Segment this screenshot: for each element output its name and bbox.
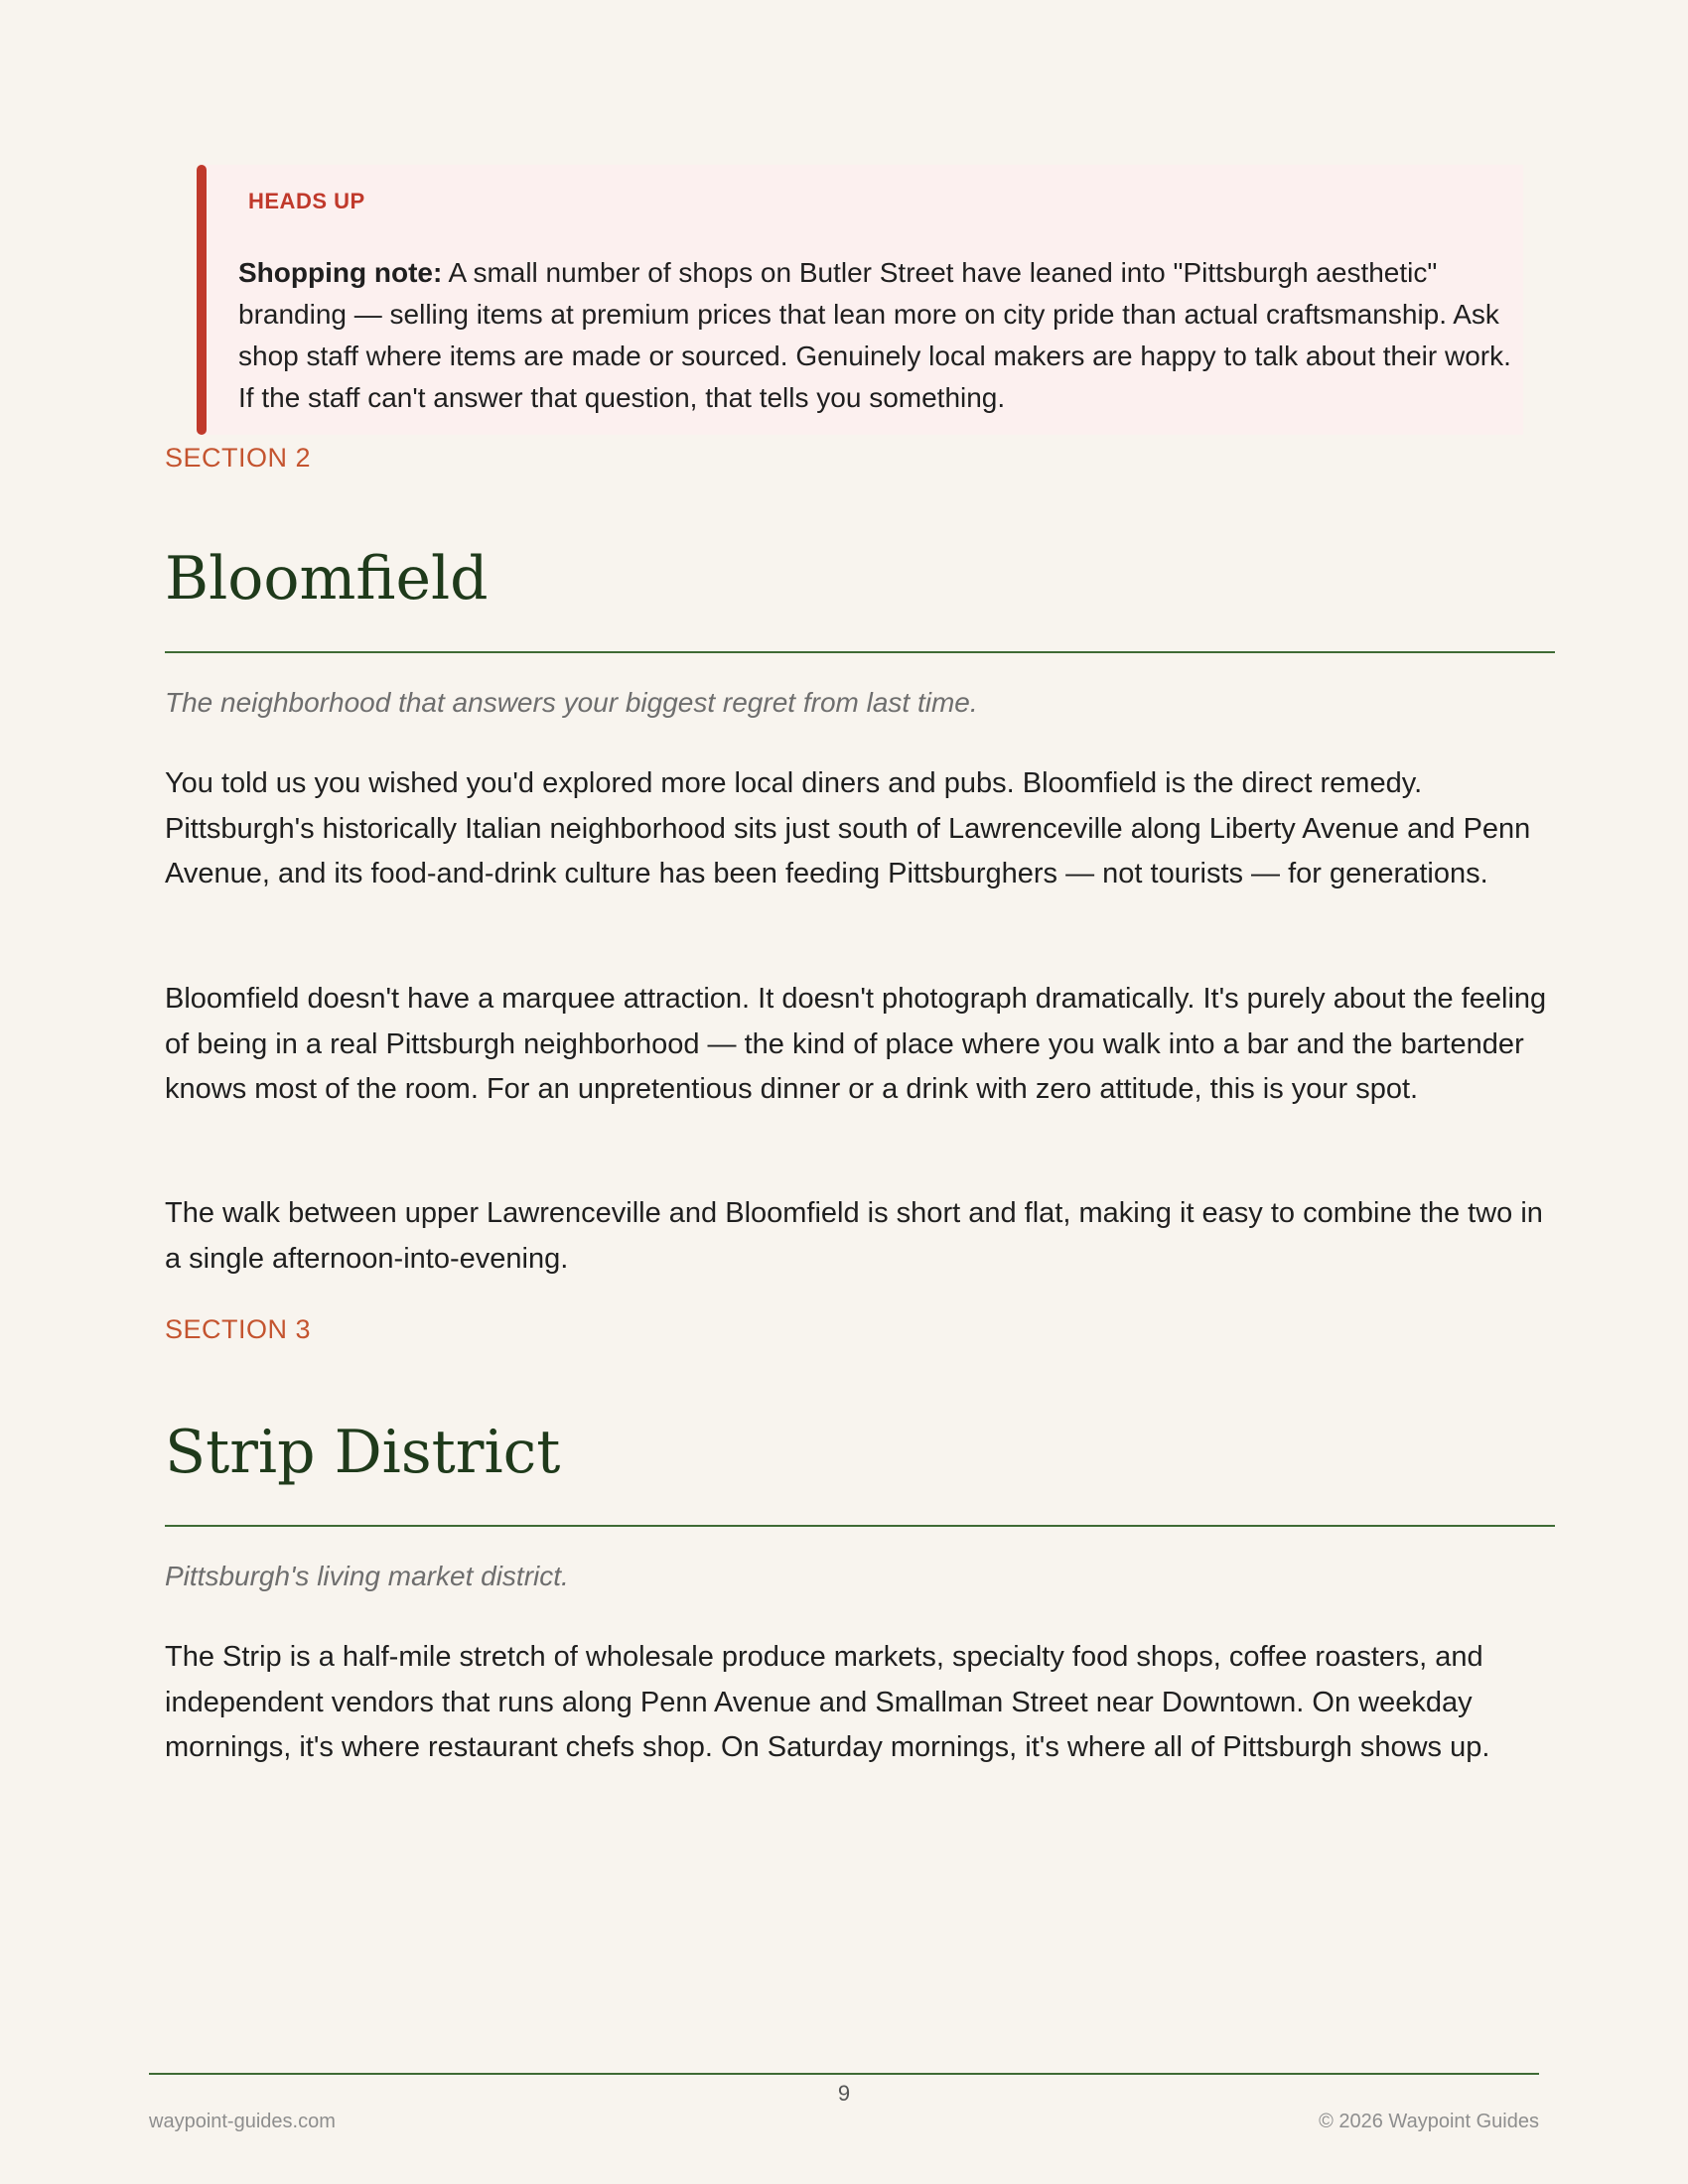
section-2-title: Bloomfield (165, 544, 489, 614)
section-3-subtitle: Pittsburgh's living market district. (165, 1561, 569, 1591)
callout-accent-bar (197, 165, 207, 435)
callout-body: A small number of shops on Butler Street have leaned into "Pittsburgh aesthetic" branding — selling items at premium prices that lean more on city pride than actual craftsmanship. Ask shop staff where items are made or sourced. Genuinely local makers are happy to talk about their work. If the staff can't answer that question, that tells you something. (238, 257, 1511, 413)
callout-label: HEADS UP (248, 189, 365, 213)
section-3-paragraph-1: The Strip is a half-mile stretch of wholesale produce markets, specialty food shops, coffee roasters, and independent vendors that runs along Penn Avenue and Smallman Street near Downtown. On weekday mornings, it's where restaurant chefs shop. On Saturday mornings, it's where all of Pittsburgh shows up. (165, 1641, 1490, 1763)
section-2-paragraph-2: Bloomfield doesn't have a marquee attraction. It doesn't photograph dramatically. It's purely about the feeling of being in a real Pittsburgh neighborhood — the kind of place where you walk into a bar and the bartender knows most of the room. For an unpretentious dinner or a drink with zero attitude, this is your spot. (165, 983, 1547, 1105)
section-3-label: SECTION 3 (165, 1314, 312, 1344)
footer-divider (149, 2073, 1539, 2075)
page-number: 9 (837, 2081, 851, 2106)
section-2-label: SECTION 2 (165, 443, 312, 473)
callout-lead: Shopping note: (238, 257, 443, 288)
callout-text (238, 252, 1519, 419)
footer-copyright: © 2026 Waypoint Guides (1319, 2111, 1539, 2132)
heads-up-callout (199, 165, 1523, 435)
section-3-divider (165, 1525, 1555, 1527)
footer-site-link[interactable]: waypoint-guides.com (149, 2111, 336, 2132)
section-2-paragraph-1: You told us you wished you'd explored more local diners and pubs. Bloomfield is the direct remedy. Pittsburgh's historically Italian neighborhood sits just south of Lawrenceville along Liberty Avenue and Penn Avenue, and its food-and-drink culture has been feeding Pittsburghers — not tourists — for generations. (165, 767, 1531, 889)
section-2-subtitle: The neighborhood that answers your biggest regret from last time. (165, 687, 978, 718)
section-2-divider (165, 651, 1555, 653)
section-3-title: Strip District (165, 1418, 561, 1487)
section-2-paragraph-3: The walk between upper Lawrenceville and Bloomfield is short and flat, making it easy to combine the two in a single afternoon-into-evening. (165, 1197, 1543, 1275)
